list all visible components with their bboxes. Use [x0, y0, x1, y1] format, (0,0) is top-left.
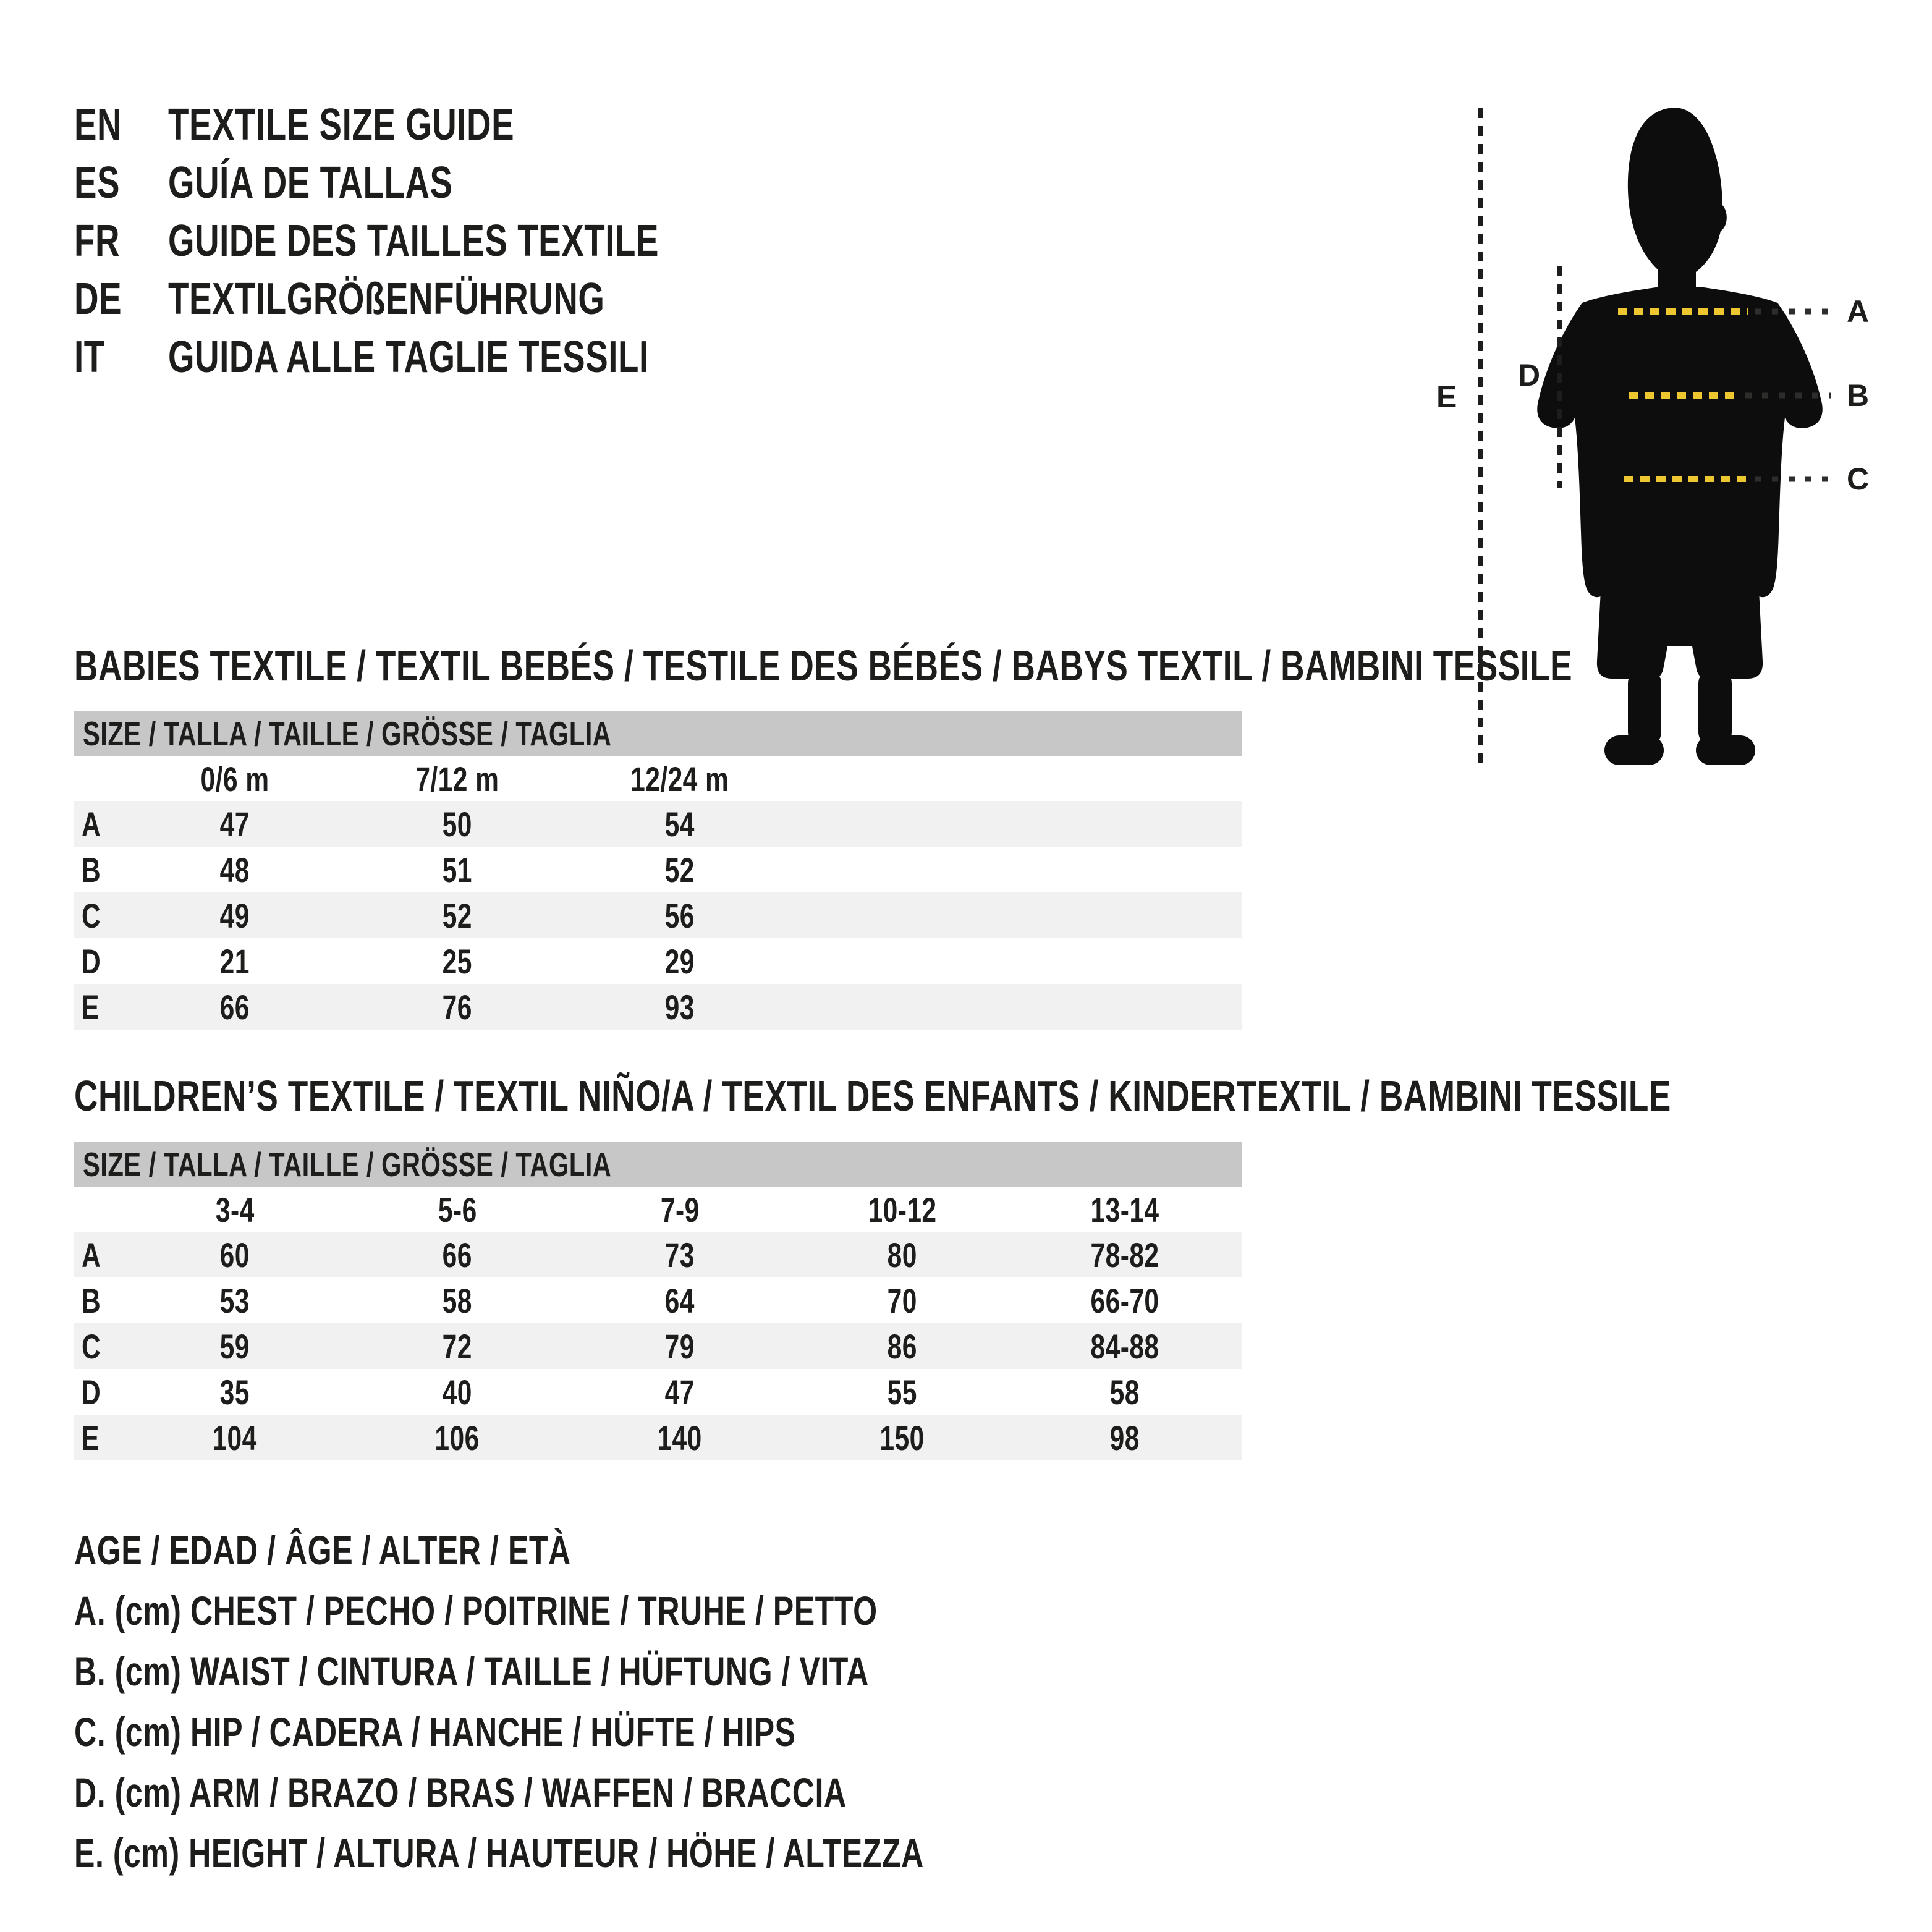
lang-title: TEXTILGRÖßENFÜHRUNG — [168, 274, 605, 324]
figure-label-a: A — [1847, 294, 1870, 329]
babies-row-c — [74, 892, 1242, 938]
cell: 79 — [664, 1326, 695, 1366]
cell: 93 — [664, 987, 695, 1027]
cell: 73 — [664, 1235, 695, 1274]
lang-code: FR — [74, 216, 121, 266]
babies-col-12-24m: 12/24 m — [630, 759, 729, 799]
legend-hip: C. (cm) HIP / CADERA / HANCHE / HÜFTE / HIPS — [74, 1709, 796, 1755]
row-label: B — [82, 1281, 101, 1320]
row-label: C — [82, 896, 101, 935]
cell: 53 — [219, 1281, 250, 1320]
cell: 60 — [219, 1235, 250, 1274]
babies-row-d — [74, 938, 1242, 984]
row-label: A — [82, 804, 101, 844]
cell: 86 — [887, 1326, 918, 1366]
cell: 76 — [442, 987, 473, 1027]
lang-row-it — [74, 328, 814, 386]
cell: 58 — [442, 1281, 473, 1320]
cell: 35 — [219, 1372, 250, 1412]
cell: 66-70 — [1090, 1281, 1159, 1320]
children-col-7-9: 7-9 — [660, 1190, 700, 1229]
lang-title: TEXTILE SIZE GUIDE — [168, 100, 515, 150]
figure-label-e: E — [1436, 379, 1457, 414]
lang-title: GUIDA ALLE TAGLIE TESSILI — [168, 333, 649, 382]
children-row-a — [74, 1232, 1242, 1277]
babies-row-a — [74, 801, 1242, 847]
cell: 49 — [219, 896, 250, 935]
cell: 150 — [879, 1418, 925, 1457]
children-row-e — [74, 1415, 1242, 1460]
children-section-title: CHILDREN’S TEXTILE / TEXTIL NIÑO/A / TEXTIL DES ENFANTS / KINDERTEXTIL / BAMBINI TESSILE — [74, 1072, 1671, 1120]
cell: 104 — [212, 1418, 258, 1457]
cell: 78-82 — [1090, 1235, 1159, 1274]
lang-row-en — [74, 96, 814, 154]
silhouette-left-shoe — [1604, 735, 1664, 765]
lang-code: ES — [74, 158, 121, 208]
cell: 84-88 — [1090, 1326, 1159, 1366]
cell: 64 — [664, 1281, 695, 1320]
cell: 58 — [1109, 1372, 1140, 1412]
babies-col-0-6m: 0/6 m — [200, 759, 269, 799]
cell: 98 — [1109, 1418, 1140, 1457]
row-label: E — [82, 1418, 100, 1457]
cell: 48 — [219, 850, 250, 889]
row-label: C — [82, 1326, 101, 1366]
cell: 47 — [219, 804, 250, 844]
lang-title: GUÍA DE TALLAS — [168, 158, 453, 208]
children-col-13-14: 13-14 — [1090, 1190, 1159, 1229]
children-row-c — [74, 1323, 1242, 1369]
cell: 21 — [219, 941, 250, 981]
legend-waist: B. (cm) WAIST / CINTURA / TAILLE / HÜFTUNG / VITA — [74, 1648, 869, 1694]
legend-chest: A. (cm) CHEST / PECHO / POITRINE / TRUHE / PETTO — [74, 1588, 878, 1633]
figure-label-d: D — [1518, 358, 1541, 392]
cell: 47 — [664, 1372, 695, 1412]
row-label: A — [82, 1235, 101, 1274]
row-label: E — [82, 987, 100, 1027]
cell: 50 — [442, 804, 473, 844]
cell: 51 — [442, 850, 473, 889]
cell: 29 — [664, 941, 695, 981]
figure-label-c: C — [1847, 462, 1870, 496]
lang-row-es — [74, 154, 814, 212]
cell: 52 — [664, 850, 695, 889]
cell: 25 — [442, 941, 473, 981]
cell: 70 — [887, 1281, 918, 1320]
children-row-b — [74, 1277, 1242, 1323]
children-column-header-row — [74, 1187, 1242, 1232]
children-col-5-6: 5-6 — [438, 1190, 477, 1229]
legend-height: E. (cm) HEIGHT / ALTURA / HAUTEUR / HÖHE / ALTEZZA — [74, 1830, 924, 1876]
row-label: B — [82, 850, 101, 889]
cell: 54 — [664, 804, 695, 844]
lang-row-de — [74, 270, 814, 328]
language-title-list — [74, 96, 814, 386]
row-label: D — [82, 941, 101, 981]
cell: 80 — [887, 1235, 918, 1274]
lang-code: EN — [74, 100, 122, 150]
lang-code: IT — [74, 333, 105, 382]
cell: 55 — [887, 1372, 918, 1412]
lang-title: GUIDE DES TAILLES TEXTILE — [168, 216, 659, 266]
silhouette-right-shoe — [1696, 735, 1755, 765]
cell: 72 — [442, 1326, 473, 1366]
lang-code: DE — [74, 274, 122, 324]
babies-row-e — [74, 984, 1242, 1030]
cell: 66 — [442, 1235, 473, 1274]
cell: 40 — [442, 1372, 473, 1412]
babies-col-7-12m: 7/12 m — [415, 759, 499, 799]
cell: 140 — [657, 1418, 703, 1457]
legend-arm: D. (cm) ARM / BRAZO / BRAS / WAFFEN / BRACCIA — [74, 1769, 847, 1815]
cell: 59 — [219, 1326, 250, 1366]
cell: 56 — [664, 896, 695, 935]
lang-row-fr — [74, 212, 814, 270]
babies-row-b — [74, 847, 1242, 892]
figure-label-b: B — [1847, 378, 1870, 413]
cell: 106 — [434, 1418, 480, 1457]
measurement-legend — [74, 1520, 1192, 1883]
cell: 52 — [442, 896, 473, 935]
babies-section-title: BABIES TEXTILE / TEXTIL BEBÉS / TESTILE DES BÉBÉS / BABYS TEXTIL / BAMBINI TESSILE — [74, 642, 1573, 690]
legend-age: AGE / EDAD / ÂGE / ALTER / ETÀ — [74, 1527, 571, 1573]
children-col-3-4: 3-4 — [215, 1190, 255, 1229]
babies-size-header-band: SIZE / TALLA / TAILLE / GRÖSSE / TAGLIA — [74, 711, 1242, 756]
children-size-header-band: SIZE / TALLA / TAILLE / GRÖSSE / TAGLIA — [74, 1142, 1242, 1187]
children-row-d — [74, 1369, 1242, 1415]
babies-column-header-row — [74, 756, 1242, 801]
silhouette-head — [1628, 108, 1727, 288]
children-col-10-12: 10-12 — [868, 1190, 937, 1229]
row-label: D — [82, 1372, 101, 1412]
cell: 66 — [219, 987, 250, 1027]
